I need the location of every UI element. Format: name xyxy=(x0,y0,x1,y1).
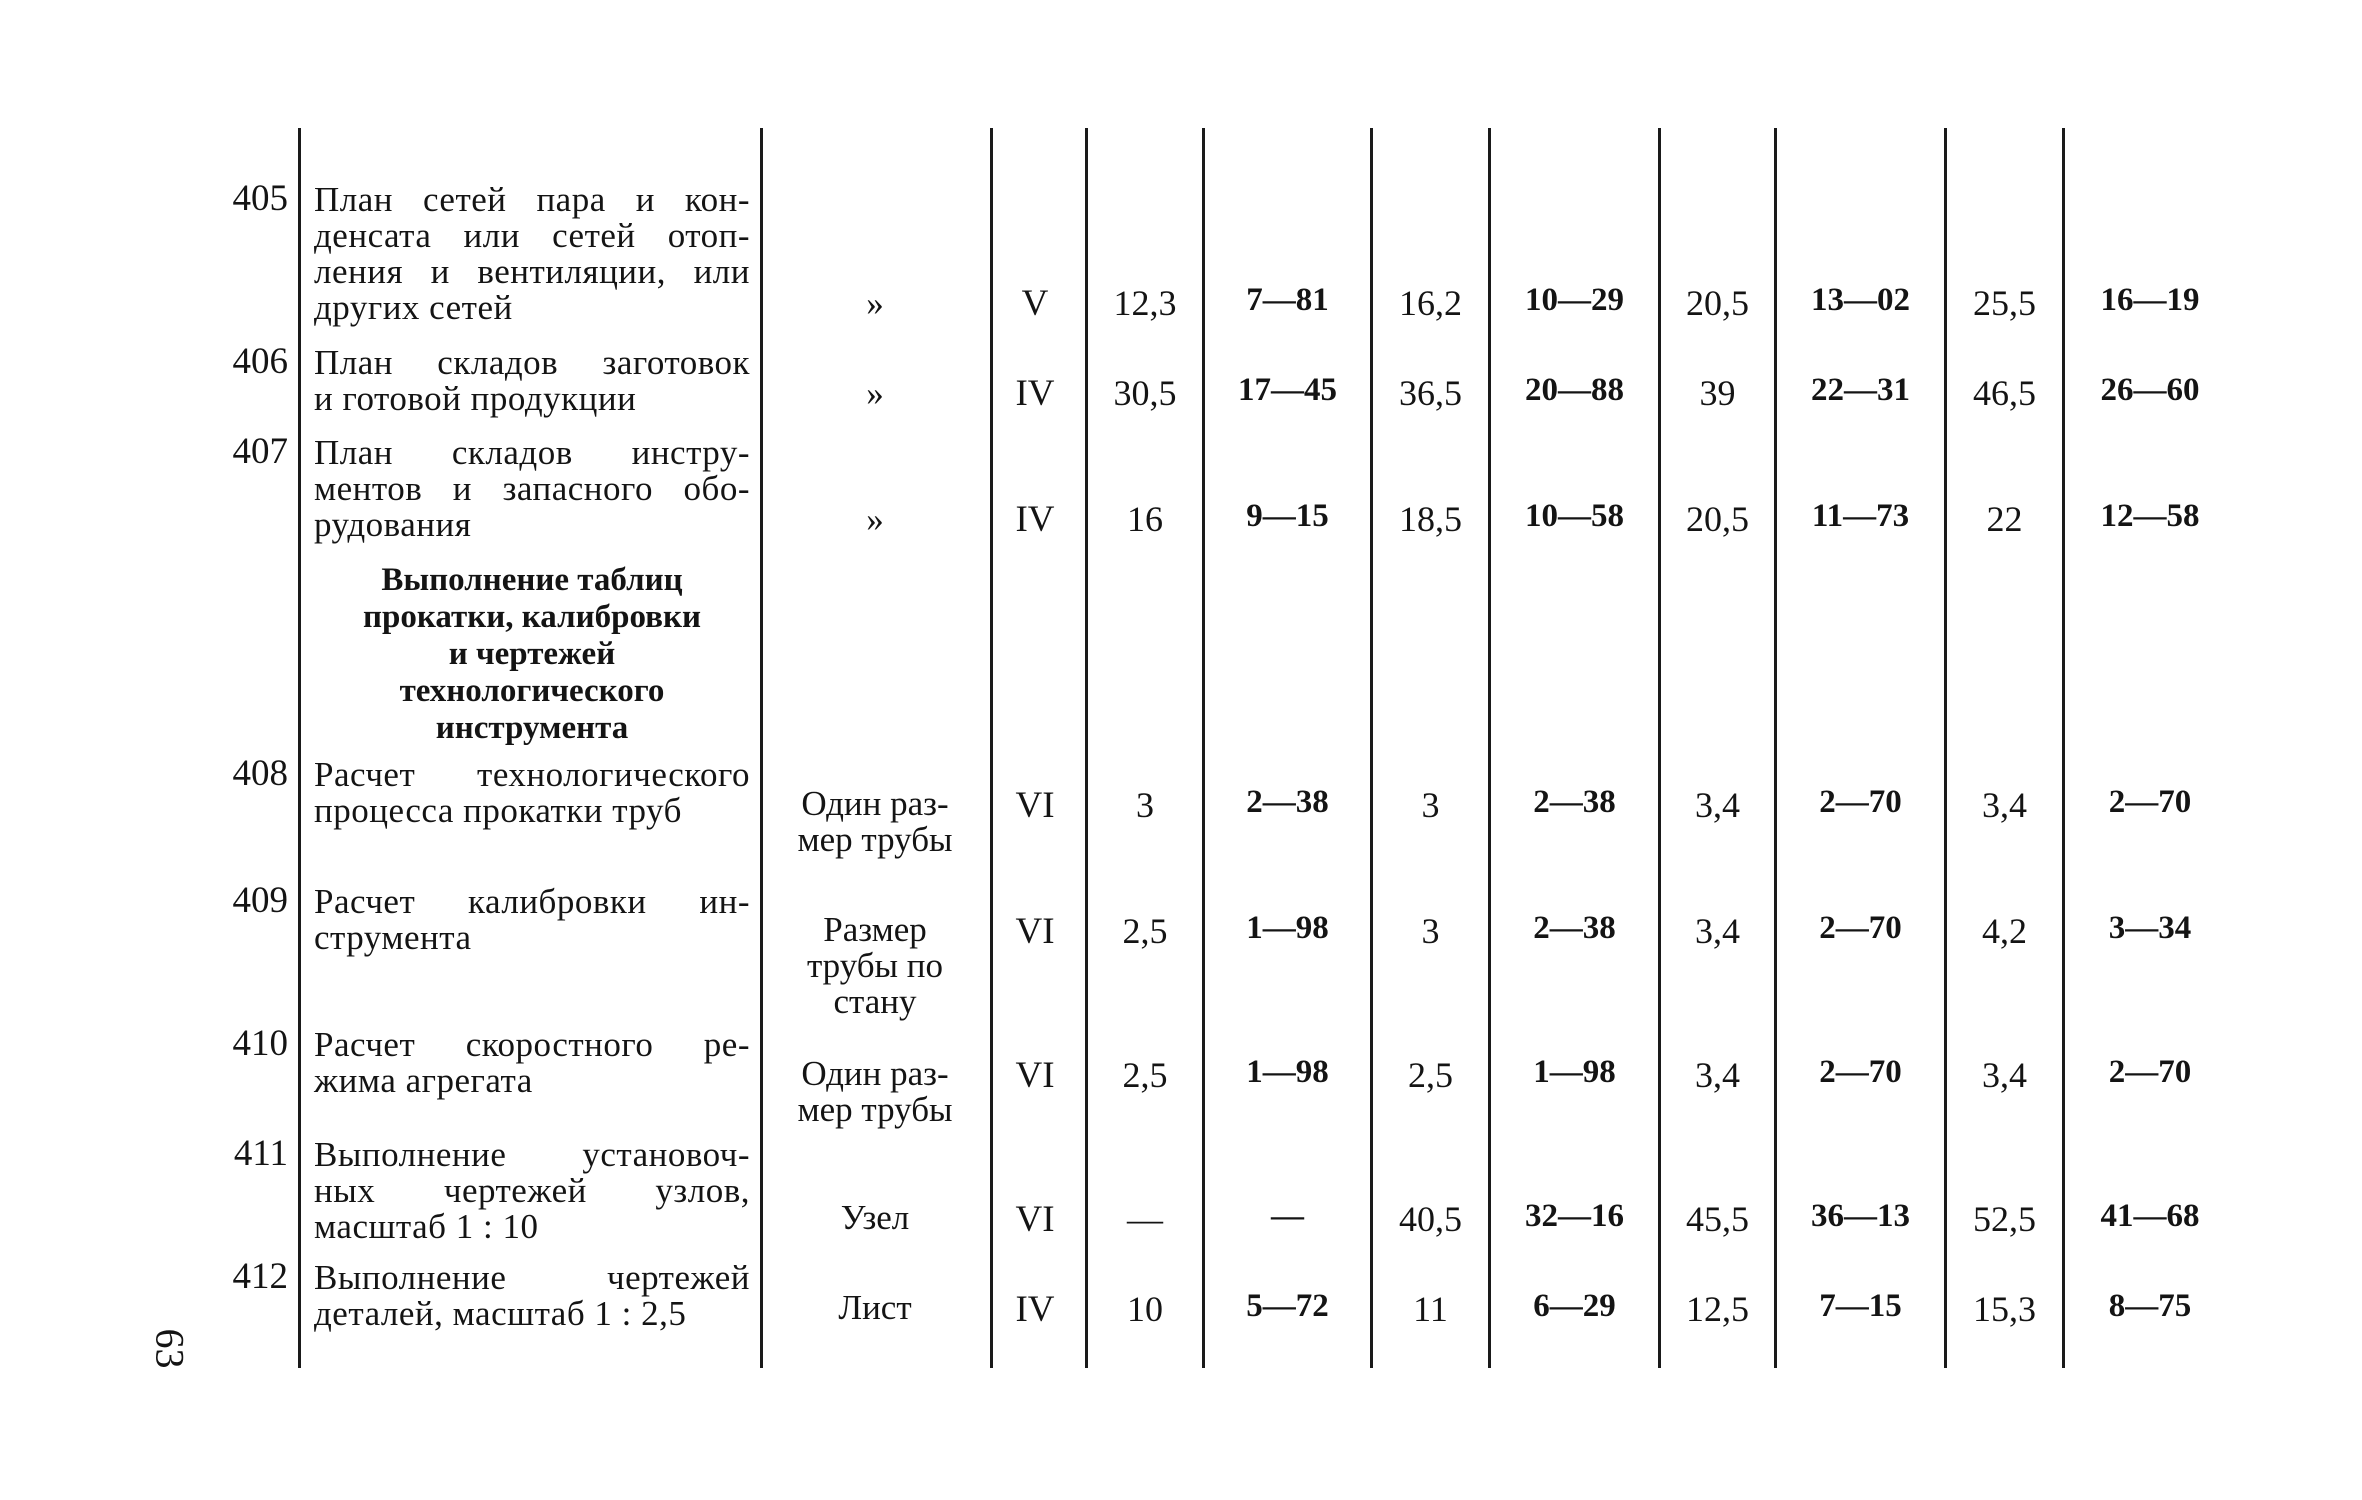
desc-line: деталей, масштаб 1 : 2,5 xyxy=(314,1294,687,1333)
category-cell: VI xyxy=(1015,785,1055,826)
value-cell: 16—19 xyxy=(2100,282,2200,318)
unit-line: трубы по xyxy=(806,946,944,985)
desc-line: масштаб 1 : 10 xyxy=(314,1207,539,1246)
value-cell: 3 xyxy=(1421,785,1440,825)
desc-line: струмента xyxy=(314,918,472,957)
category-cell: V xyxy=(1021,283,1049,324)
value-cell: 6—29 xyxy=(1533,1288,1616,1324)
desc-line: Выполнение чертежей xyxy=(314,1258,750,1297)
value-cell: 2—70 xyxy=(2108,784,2192,820)
column-rule xyxy=(760,128,763,1368)
heading-line: инструмента xyxy=(435,710,629,746)
unit-cell xyxy=(770,786,980,858)
value-cell: 36,5 xyxy=(1399,373,1462,413)
value-cell: 18,5 xyxy=(1399,499,1462,539)
value-cell: 5—72 xyxy=(1246,1288,1329,1324)
desc-line: План сетей пара и кон- xyxy=(314,180,750,219)
value-cell: 12,5 xyxy=(1686,1289,1749,1329)
value-cell: 11 xyxy=(1413,1289,1448,1329)
unit-line: » xyxy=(866,374,884,413)
desc-line: других сетей xyxy=(314,288,513,327)
desc-line: процесса прокатки труб xyxy=(314,791,682,830)
value-cell: — xyxy=(1127,1199,1163,1239)
value-cell: 22—31 xyxy=(1811,372,1910,408)
unit-line: » xyxy=(866,284,884,323)
value-cell: 36—13 xyxy=(1811,1198,1910,1234)
desc-line: денсата или сетей отоп- xyxy=(314,216,750,255)
category-cell: IV xyxy=(1015,499,1055,540)
desc-line: ления и вентиляции, или xyxy=(314,252,750,291)
value-cell: 2,5 xyxy=(1408,1055,1453,1095)
row-description xyxy=(314,884,750,956)
unit-cell xyxy=(770,286,980,322)
unit-line: Лист xyxy=(838,1288,912,1327)
desc-line: рудования xyxy=(314,505,472,544)
value-cell: 4,2 xyxy=(1982,911,2027,951)
value-cell: 3,4 xyxy=(1982,1055,2027,1095)
value-cell: 25,5 xyxy=(1973,283,2036,323)
value-cell: 16 xyxy=(1127,499,1163,539)
category-cell: IV xyxy=(1015,373,1055,414)
value-cell: 45,5 xyxy=(1686,1199,1749,1239)
value-cell: 2—70 xyxy=(1819,784,1902,820)
value-cell: 2—38 xyxy=(1533,910,1616,946)
heading-line: и чертежей xyxy=(448,636,616,672)
row-description xyxy=(314,1027,750,1099)
desc-line: План складов инстру- xyxy=(314,433,750,472)
value-cell: 3,4 xyxy=(1982,785,2027,825)
value-cell: 15,3 xyxy=(1973,1289,2036,1329)
value-cell: 8—75 xyxy=(2108,1288,2192,1324)
value-cell: 7—15 xyxy=(1819,1288,1902,1324)
value-cell: 1—98 xyxy=(1533,1054,1616,1090)
heading-line: Выполнение таблиц xyxy=(381,562,683,598)
value-cell: 3,4 xyxy=(1695,1055,1740,1095)
value-cell: 3,4 xyxy=(1695,911,1740,951)
value-cell: 30,5 xyxy=(1113,373,1177,413)
column-rule xyxy=(298,128,301,1368)
row-description xyxy=(314,757,750,829)
value-cell: 2—38 xyxy=(1533,784,1616,820)
section-heading xyxy=(314,562,750,747)
desc-line: и готовой продукции xyxy=(314,379,637,418)
value-cell: 39 xyxy=(1699,373,1736,413)
unit-line: стану xyxy=(833,982,917,1021)
category-cell: VI xyxy=(1015,1055,1055,1096)
value-cell: 11—73 xyxy=(1811,498,1910,534)
row-number: 407 xyxy=(232,431,288,472)
value-cell: 3—34 xyxy=(2108,910,2192,946)
value-cell: 16,2 xyxy=(1399,283,1462,323)
unit-line: мер трубы xyxy=(797,820,953,859)
unit-cell xyxy=(770,376,980,412)
value-cell: 17—45 xyxy=(1238,372,1337,408)
value-cell: 13—02 xyxy=(1811,282,1910,318)
desc-line: ментов и запасного обо- xyxy=(314,469,750,508)
unit-cell xyxy=(770,1290,980,1326)
value-cell: 10—29 xyxy=(1525,282,1624,318)
desc-line: План складов заготовок xyxy=(314,343,750,382)
unit-line: Один раз- xyxy=(801,784,949,823)
value-cell: 32—16 xyxy=(1525,1198,1624,1234)
value-cell: 1—98 xyxy=(1246,1054,1329,1090)
unit-cell xyxy=(770,1200,980,1236)
value-cell: 10 xyxy=(1127,1289,1163,1329)
value-cell: 7—81 xyxy=(1246,282,1329,318)
desc-line: ных чертежей узлов, xyxy=(314,1171,750,1210)
row-number: 412 xyxy=(232,1256,288,1297)
unit-cell xyxy=(770,502,980,538)
value-cell: 26—60 xyxy=(2100,372,2200,408)
desc-line: Расчет скоростного ре- xyxy=(314,1025,750,1064)
row-number: 408 xyxy=(232,753,288,794)
value-cell: 52,5 xyxy=(1973,1199,2036,1239)
unit-line: » xyxy=(866,500,884,539)
row-description xyxy=(314,1260,750,1332)
value-cell: 2,5 xyxy=(1122,911,1168,951)
category-cell: VI xyxy=(1015,1199,1055,1240)
row-description xyxy=(314,345,750,417)
row-number: 410 xyxy=(232,1023,288,1064)
value-cell: 2—70 xyxy=(2108,1054,2192,1090)
value-cell: 41—68 xyxy=(2100,1198,2200,1234)
row-number: 409 xyxy=(232,880,288,921)
unit-line: мер трубы xyxy=(797,1090,953,1129)
value-cell: 20,5 xyxy=(1686,283,1749,323)
desc-line: Расчет калибровки ин- xyxy=(314,882,750,921)
value-cell: 3 xyxy=(1421,911,1440,951)
desc-line: жима агрегата xyxy=(314,1061,533,1100)
value-cell: 2—38 xyxy=(1246,784,1329,820)
value-cell: 12—58 xyxy=(2100,498,2200,534)
value-cell: 3,4 xyxy=(1695,785,1740,825)
value-cell: 2—70 xyxy=(1819,910,1902,946)
value-cell: 9—15 xyxy=(1246,498,1329,534)
unit-cell xyxy=(770,912,980,1020)
value-cell: 40,5 xyxy=(1399,1199,1462,1239)
heading-line: технологического xyxy=(399,673,665,709)
row-description xyxy=(314,435,750,543)
row-description xyxy=(314,1137,750,1245)
row-number: 411 xyxy=(233,1133,288,1174)
value-cell: 2,5 xyxy=(1122,1055,1168,1095)
unit-line: Размер xyxy=(823,910,927,949)
value-cell: 12,3 xyxy=(1113,283,1177,323)
desc-line: Выполнение установоч- xyxy=(314,1135,750,1174)
value-cell: 3 xyxy=(1136,785,1154,825)
unit-cell xyxy=(770,1056,980,1128)
desc-line: Расчет технологического xyxy=(314,755,750,794)
category-cell: IV xyxy=(1015,1289,1055,1330)
heading-line: прокатки, калибровки xyxy=(363,599,701,635)
value-cell: 46,5 xyxy=(1973,373,2036,413)
row-description xyxy=(314,182,750,326)
value-cell: 20—88 xyxy=(1525,372,1624,408)
value-cell: 1—98 xyxy=(1246,910,1329,946)
value-cell: 20,5 xyxy=(1686,499,1749,539)
value-cell: 10—58 xyxy=(1525,498,1624,534)
page-number: 63 xyxy=(147,1328,193,1369)
row-number: 406 xyxy=(232,341,288,382)
unit-line: Один раз- xyxy=(801,1054,949,1093)
value-cell: 2—70 xyxy=(1819,1054,1902,1090)
value-cell: — xyxy=(1271,1198,1304,1234)
row-number: 405 xyxy=(232,178,288,219)
unit-line: Узел xyxy=(840,1198,910,1237)
category-cell: VI xyxy=(1015,911,1055,952)
value-cell: 22 xyxy=(1986,499,2023,539)
